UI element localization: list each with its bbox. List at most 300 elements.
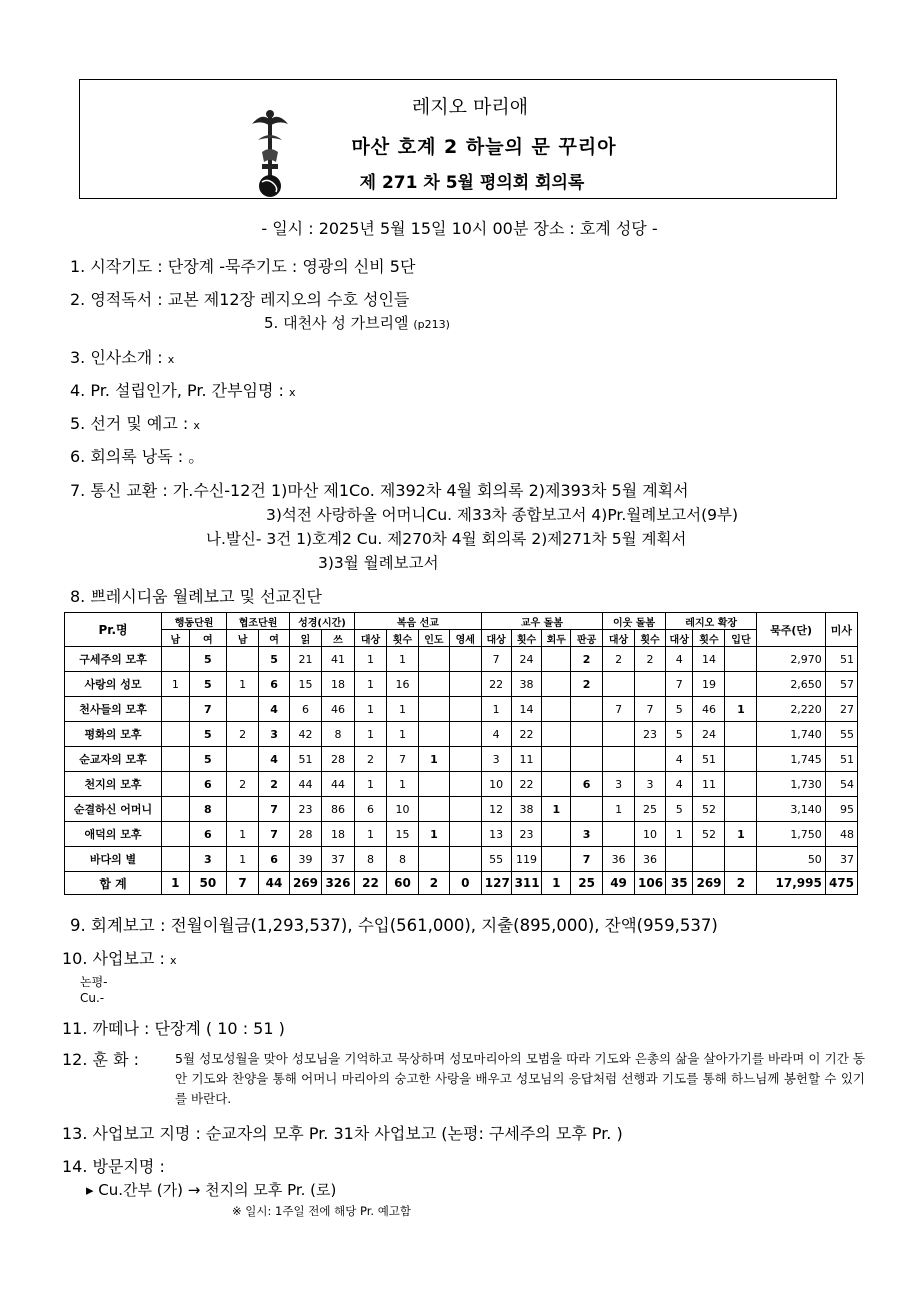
table-cell: 10 <box>635 822 666 847</box>
item-allocution-text: 5월 성모성월을 맞아 성모님을 기억하고 묵상하며 성모마리아의 모범을 따라 기도와 은총의 삶을 살아가기를 바라며 이 기간 동안 기도와 찬양을 통해 어머니 마리아의 숭고한 사랑을 배우고 성모님의 응답처럼 선행과 기도를 통해 하느님께 봉헌할 수 있기를 바란다. <box>175 1051 865 1106</box>
table-cell: 2 <box>725 872 757 895</box>
table-cell: 311 <box>511 872 542 895</box>
table-cell <box>162 822 190 847</box>
pr-name-cell: 순결하신 어머니 <box>65 797 162 822</box>
table-cell <box>418 772 449 797</box>
visit-assignment-note: ※ 일시: 1주일 전에 해당 Pr. 예고함 <box>232 1204 412 1218</box>
pr-approval-label: 4. Pr. 설립인가, Pr. 간부임명 : <box>70 381 284 400</box>
group-header: 교우 돌봄 <box>481 613 602 630</box>
table-cell: 326 <box>321 872 354 895</box>
table-cell <box>449 797 481 822</box>
table-cell: 5 <box>189 672 227 697</box>
table-cell: 3 <box>635 772 666 797</box>
table-cell: 1 <box>355 697 387 722</box>
subheader-cell: 여 <box>189 630 227 647</box>
table-cell: 4 <box>259 747 290 772</box>
table-cell: 22 <box>511 722 542 747</box>
table-cell: 1 <box>603 797 635 822</box>
rosary-cell: 1,740 <box>757 722 825 747</box>
table-cell: 14 <box>693 647 725 672</box>
mass-cell: 57 <box>825 672 857 697</box>
table-cell: 11 <box>511 747 542 772</box>
table-cell: 6 <box>355 797 387 822</box>
item-opening-prayer: 1. 시작기도 : 단장계 -묵주기도 : 영광의 신비 5단 <box>70 257 416 276</box>
header-title-3: 제 271 차 5월 평의회 회의록 <box>359 173 585 193</box>
table-cell: 16 <box>386 672 418 697</box>
table-cell: 4 <box>665 772 693 797</box>
item-catena: 11. 까떼나 : 단장계 ( 10 : 51 ) <box>62 1019 285 1038</box>
table-cell <box>449 647 481 672</box>
group-header: 복음 선교 <box>355 613 482 630</box>
mass-cell: 55 <box>825 722 857 747</box>
table-cell: 12 <box>481 797 511 822</box>
table-cell: 25 <box>635 797 666 822</box>
table-cell <box>162 847 190 872</box>
subheader-cell: 대상 <box>481 630 511 647</box>
header-box <box>79 79 837 199</box>
table-cell <box>449 847 481 872</box>
pr-name-cell: 천지의 모후 <box>65 772 162 797</box>
table-cell: 6 <box>189 822 227 847</box>
item-visit-assignment: 14. 방문지명 : <box>62 1157 165 1176</box>
table-cell <box>227 747 259 772</box>
spiritual-reading-page: (p213) <box>413 318 450 331</box>
group-header: 이웃 돌봄 <box>603 613 666 630</box>
group-header: 행동단원 <box>162 613 227 630</box>
table-cell: 18 <box>321 822 354 847</box>
table-cell: 1 <box>725 697 757 722</box>
table-cell: 0 <box>449 872 481 895</box>
table-cell: 4 <box>665 647 693 672</box>
table-cell: 1 <box>227 822 259 847</box>
table-cell <box>542 822 571 847</box>
table-cell: 1 <box>542 872 571 895</box>
table-cell <box>603 722 635 747</box>
table-cell <box>162 647 190 672</box>
subheader-cell: 횟수 <box>386 630 418 647</box>
table-cell <box>635 672 666 697</box>
item-minutes-reading: 6. 회의록 낭독 : 。 <box>70 447 205 466</box>
pr-name-cell: 합 계 <box>65 872 162 895</box>
table-cell: 7 <box>603 697 635 722</box>
elections-label: 5. 선거 및 예고 : <box>70 414 189 433</box>
table-cell <box>571 697 603 722</box>
table-cell: 3 <box>481 747 511 772</box>
table-cell: 8 <box>355 847 387 872</box>
table-cell: 24 <box>693 722 725 747</box>
subheader-cell: 쓰 <box>321 630 354 647</box>
activity-report-label: 10. 사업보고 : <box>62 949 165 968</box>
col-rosary: 묵주(단) <box>757 613 825 647</box>
pr-name-cell: 애덕의 모후 <box>65 822 162 847</box>
table-cell: 7 <box>386 747 418 772</box>
table-cell: 7 <box>227 872 259 895</box>
table-total-row <box>65 872 858 895</box>
rosary-cell: 1,745 <box>757 747 825 772</box>
mass-cell: 48 <box>825 822 857 847</box>
table-cell: 6 <box>259 672 290 697</box>
rosary-cell: 2,220 <box>757 697 825 722</box>
table-cell <box>693 847 725 872</box>
table-cell: 52 <box>693 797 725 822</box>
table-row <box>65 697 858 722</box>
pr-name-cell: 순교자의 모후 <box>65 747 162 772</box>
table-cell <box>725 797 757 822</box>
table-cell: 1 <box>227 672 259 697</box>
header-title-2: 마산 호계 2 하늘의 문 꾸리아 <box>351 136 617 158</box>
table-cell <box>542 772 571 797</box>
table-cell <box>571 747 603 772</box>
table-cell: 60 <box>386 872 418 895</box>
table-cell: 44 <box>321 772 354 797</box>
table-cell: 8 <box>189 797 227 822</box>
table-cell: 269 <box>289 872 321 895</box>
visit-assignment-detail: ▸ Cu.간부 (가) → 천지의 모후 Pr. (로) <box>86 1181 337 1199</box>
table-cell <box>162 797 190 822</box>
table-cell: 36 <box>603 847 635 872</box>
table-cell <box>542 722 571 747</box>
activity-report-mark: x <box>169 954 177 967</box>
subheader-row <box>65 630 858 647</box>
table-cell: 5 <box>189 747 227 772</box>
table-cell: 2 <box>571 647 603 672</box>
table-cell: 18 <box>321 672 354 697</box>
table-cell: 22 <box>355 872 387 895</box>
spiritual-reading-chapter: 5. 대천사 성 가브리엘 <box>264 314 409 332</box>
table-cell: 1 <box>725 822 757 847</box>
table-cell <box>571 722 603 747</box>
item-spiritual-reading-sub <box>264 312 450 333</box>
rosary-cell: 1,730 <box>757 772 825 797</box>
table-cell: 8 <box>386 847 418 872</box>
pr-name-cell: 구세주의 모후 <box>65 647 162 672</box>
meeting-date-line: - 일시 : 2025년 5월 15일 10시 00분 장소 : 호계 성당 - <box>261 219 658 238</box>
table-cell: 5 <box>665 722 693 747</box>
table-cell <box>725 647 757 672</box>
table-cell <box>418 697 449 722</box>
item-correspondence: 7. 통신 교환 : 가.수신-12건 1)마산 제1Co. 제392차 4월 회의록 2)제393차 5월 계획서 <box>70 481 689 500</box>
introductions-label: 3. 인사소개 : <box>70 348 163 367</box>
table-row <box>65 772 858 797</box>
table-cell: 25 <box>571 872 603 895</box>
table-cell: 50 <box>189 872 227 895</box>
table-cell: 2 <box>227 772 259 797</box>
subheader-cell: 남 <box>227 630 259 647</box>
table-cell: 2 <box>603 647 635 672</box>
table-cell: 4 <box>259 697 290 722</box>
table-cell: 10 <box>386 797 418 822</box>
table-cell: 44 <box>259 872 290 895</box>
table-cell <box>603 822 635 847</box>
table-row <box>65 722 858 747</box>
pr-name-cell: 바다의 별 <box>65 847 162 872</box>
table-cell <box>725 747 757 772</box>
pr-name-cell: 천사들의 모후 <box>65 697 162 722</box>
table-cell <box>542 747 571 772</box>
table-row <box>65 847 858 872</box>
table-cell: 46 <box>693 697 725 722</box>
subheader-cell: 횟수 <box>511 630 542 647</box>
table-cell: 5 <box>259 647 290 672</box>
table-cell: 41 <box>321 647 354 672</box>
table-cell: 1 <box>542 797 571 822</box>
activity-report-curia: Cu.- <box>80 991 105 1005</box>
correspondence-line-4: 3)3월 월례보고서 <box>318 554 439 572</box>
table-cell: 1 <box>481 697 511 722</box>
item-introductions <box>70 345 174 368</box>
table-cell: 3 <box>603 772 635 797</box>
table-cell: 86 <box>321 797 354 822</box>
introductions-mark: x <box>167 353 175 366</box>
table-cell <box>725 847 757 872</box>
table-cell: 1 <box>386 722 418 747</box>
table-cell: 1 <box>355 822 387 847</box>
table-cell: 35 <box>665 872 693 895</box>
table-cell <box>542 647 571 672</box>
table-cell: 106 <box>635 872 666 895</box>
table-cell: 1 <box>418 822 449 847</box>
pr-name-cell: 사랑의 성모 <box>65 672 162 697</box>
table-cell <box>449 672 481 697</box>
correspondence-line-2: 3)석전 사랑하올 어머니Cu. 제33차 종합보고서 4)Pr.월례보고서(9부) <box>266 506 739 524</box>
table-cell: 19 <box>693 672 725 697</box>
table-cell: 7 <box>571 847 603 872</box>
table-cell <box>542 672 571 697</box>
item-report-assignment: 13. 사업보고 지명 : 순교자의 모후 Pr. 31차 사업보고 (논평: 구세주의 모후 Pr. ) <box>62 1124 623 1143</box>
subheader-cell: 대상 <box>603 630 635 647</box>
mass-cell: 37 <box>825 847 857 872</box>
table-cell: 46 <box>321 697 354 722</box>
table-cell: 44 <box>289 772 321 797</box>
table-cell: 1 <box>227 847 259 872</box>
table-cell: 1 <box>386 772 418 797</box>
table-cell: 2 <box>635 647 666 672</box>
table-cell: 7 <box>635 697 666 722</box>
rosary-cell: 17,995 <box>757 872 825 895</box>
table-cell: 1 <box>665 822 693 847</box>
table-cell: 1 <box>355 772 387 797</box>
activity-report-review: 논평- <box>80 975 108 989</box>
elections-mark: x <box>193 419 200 432</box>
subheader-cell: 입단 <box>725 630 757 647</box>
subheader-cell: 대상 <box>355 630 387 647</box>
table-cell <box>635 747 666 772</box>
table-cell: 23 <box>511 822 542 847</box>
table-cell: 28 <box>321 747 354 772</box>
table-row <box>65 822 858 847</box>
mass-cell: 51 <box>825 647 857 672</box>
table-cell <box>725 722 757 747</box>
table-cell: 3 <box>571 822 603 847</box>
table-cell: 55 <box>481 847 511 872</box>
rosary-cell: 2,650 <box>757 672 825 697</box>
item-activity-report <box>62 946 176 969</box>
table-cell <box>449 697 481 722</box>
table-cell: 119 <box>511 847 542 872</box>
table-cell: 51 <box>693 747 725 772</box>
table-row <box>65 672 858 697</box>
table-cell <box>725 772 757 797</box>
table-row <box>65 747 858 772</box>
table-cell: 22 <box>511 772 542 797</box>
table-cell: 2 <box>418 872 449 895</box>
table-cell: 127 <box>481 872 511 895</box>
table-row <box>65 797 858 822</box>
table-cell <box>418 797 449 822</box>
table-cell: 1 <box>355 647 387 672</box>
item-spiritual-reading: 2. 영적독서 : 교본 제12장 레지오의 수호 성인들 <box>70 290 410 309</box>
mass-cell: 27 <box>825 697 857 722</box>
item-allocution-label: 12. 훈 화 : <box>62 1050 140 1069</box>
table-cell <box>162 697 190 722</box>
subheader-cell: 회두 <box>542 630 571 647</box>
subheader-cell: 남 <box>162 630 190 647</box>
table-cell: 1 <box>418 747 449 772</box>
table-cell: 15 <box>289 672 321 697</box>
table-cell: 24 <box>511 647 542 672</box>
rosary-cell: 3,140 <box>757 797 825 822</box>
table-cell: 52 <box>693 822 725 847</box>
subheader-cell: 여 <box>259 630 290 647</box>
table-cell <box>227 647 259 672</box>
group-header: 성경(시간) <box>289 613 354 630</box>
table-cell: 23 <box>289 797 321 822</box>
table-cell: 15 <box>386 822 418 847</box>
table-cell <box>227 697 259 722</box>
table-cell: 6 <box>289 697 321 722</box>
table-cell <box>162 772 190 797</box>
subheader-cell: 인도 <box>418 630 449 647</box>
table-cell: 38 <box>511 797 542 822</box>
table-cell: 7 <box>481 647 511 672</box>
table-cell: 21 <box>289 647 321 672</box>
table-cell: 4 <box>665 747 693 772</box>
table-cell: 4 <box>481 722 511 747</box>
subheader-cell: 대상 <box>665 630 693 647</box>
table-cell <box>418 847 449 872</box>
group-header: 레지오 확장 <box>665 613 757 630</box>
table-cell: 2 <box>227 722 259 747</box>
table-cell: 6 <box>189 772 227 797</box>
report-body <box>65 647 858 895</box>
table-cell <box>542 847 571 872</box>
table-cell <box>665 847 693 872</box>
table-cell: 23 <box>635 722 666 747</box>
table-cell: 37 <box>321 847 354 872</box>
table-cell: 3 <box>259 722 290 747</box>
table-cell <box>418 722 449 747</box>
table-cell: 7 <box>259 822 290 847</box>
table-cell: 6 <box>571 772 603 797</box>
table-cell: 1 <box>355 672 387 697</box>
table-cell: 5 <box>665 797 693 822</box>
table-cell: 28 <box>289 822 321 847</box>
table-cell: 49 <box>603 872 635 895</box>
table-cell: 38 <box>511 672 542 697</box>
table-cell <box>162 722 190 747</box>
table-cell <box>418 672 449 697</box>
table-cell <box>725 672 757 697</box>
item-monthly-report: 8. 쁘레시디움 월례보고 및 선교진단 <box>70 587 322 606</box>
table-cell: 1 <box>355 722 387 747</box>
col-pr-name: Pr.명 <box>65 613 162 647</box>
table-cell: 7 <box>665 672 693 697</box>
mass-cell: 475 <box>825 872 857 895</box>
rosary-cell: 1,750 <box>757 822 825 847</box>
table-cell <box>603 747 635 772</box>
table-cell: 2 <box>355 747 387 772</box>
table-cell: 39 <box>289 847 321 872</box>
table-cell: 2 <box>259 772 290 797</box>
table-cell <box>542 697 571 722</box>
table-cell: 42 <box>289 722 321 747</box>
table-cell: 2 <box>571 672 603 697</box>
group-header: 협조단원 <box>227 613 290 630</box>
table-row <box>65 647 858 672</box>
table-cell: 13 <box>481 822 511 847</box>
table-cell: 1 <box>386 647 418 672</box>
table-cell <box>603 672 635 697</box>
monthly-report-table <box>64 612 858 895</box>
table-cell: 22 <box>481 672 511 697</box>
item-elections <box>70 411 200 434</box>
table-cell: 5 <box>189 722 227 747</box>
table-cell: 1 <box>386 697 418 722</box>
item-accounting: 9. 회계보고 : 전월이월금(1,293,537), 수입(561,000), 지출(895,000), 잔액(959,537) <box>70 916 718 935</box>
subheader-cell: 읽 <box>289 630 321 647</box>
rosary-cell: 50 <box>757 847 825 872</box>
mass-cell: 54 <box>825 772 857 797</box>
pr-approval-mark: x <box>289 386 296 399</box>
table-cell: 6 <box>259 847 290 872</box>
subheader-cell: 횟수 <box>693 630 725 647</box>
subheader-cell: 영세 <box>449 630 481 647</box>
table-cell: 7 <box>189 697 227 722</box>
table-cell <box>162 747 190 772</box>
subheader-cell: 판공 <box>571 630 603 647</box>
header-title-1: 레지오 마리애 <box>411 96 529 118</box>
subheader-cell: 횟수 <box>635 630 666 647</box>
mass-cell: 95 <box>825 797 857 822</box>
mass-cell: 51 <box>825 747 857 772</box>
pr-name-cell: 평화의 모후 <box>65 722 162 747</box>
rosary-cell: 2,970 <box>757 647 825 672</box>
table-cell: 3 <box>189 847 227 872</box>
correspondence-line-3: 나.발신- 3건 1)호계2 Cu. 제270차 4월 회의록 2)제271차 5월 계획서 <box>206 530 687 548</box>
table-cell: 36 <box>635 847 666 872</box>
col-mass: 미사 <box>825 613 857 647</box>
table-cell <box>449 772 481 797</box>
table-cell <box>227 797 259 822</box>
table-cell: 11 <box>693 772 725 797</box>
table-cell: 10 <box>481 772 511 797</box>
item-pr-approval <box>70 378 296 401</box>
table-cell: 1 <box>162 872 190 895</box>
table-cell: 5 <box>189 647 227 672</box>
table-cell: 14 <box>511 697 542 722</box>
table-cell <box>449 822 481 847</box>
table-cell: 269 <box>693 872 725 895</box>
table-cell: 1 <box>162 672 190 697</box>
table-cell <box>449 747 481 772</box>
table-cell <box>571 797 603 822</box>
table-cell: 51 <box>289 747 321 772</box>
table-cell: 7 <box>259 797 290 822</box>
table-cell: 8 <box>321 722 354 747</box>
table-cell <box>449 722 481 747</box>
table-cell: 5 <box>665 697 693 722</box>
table-cell <box>418 647 449 672</box>
